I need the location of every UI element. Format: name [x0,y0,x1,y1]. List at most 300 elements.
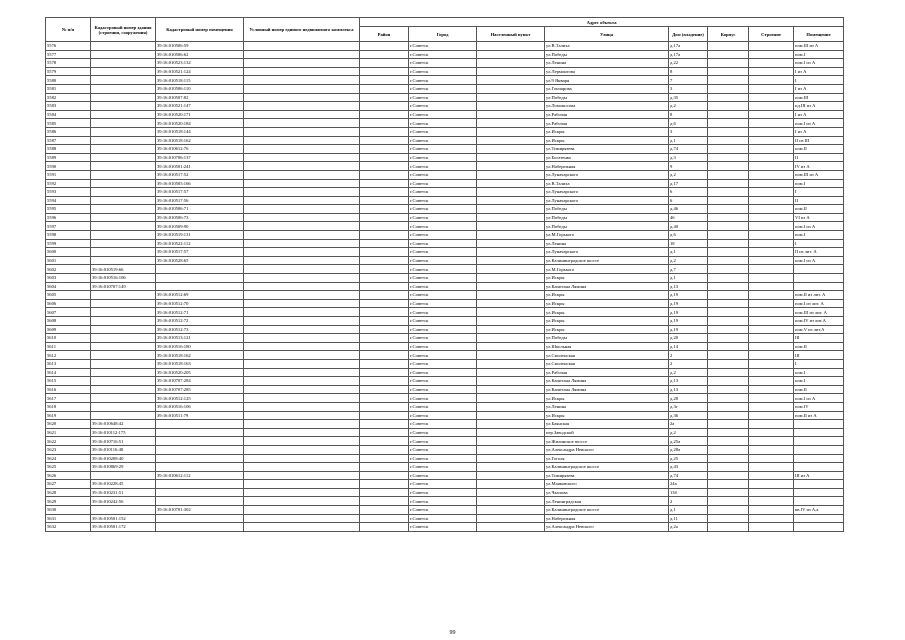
cell-locality [477,488,545,497]
cell-city: г.Советск [409,506,477,515]
cell-street: ул.Луначарского [545,196,669,205]
cell-locality [477,76,545,85]
table-row [46,213,844,222]
cell-conditional-number [244,145,360,154]
cell-district [360,342,409,351]
cell-row-number: 5577 [46,50,91,59]
cell-district [360,93,409,102]
cell-corpus [708,222,749,231]
cell-corpus [708,145,749,154]
cell-conditional-number [244,428,360,437]
cell-room: пом.I [794,368,844,377]
table-row [46,359,844,368]
cell-city: г.Советск [409,42,477,51]
cell-room: пом.I из А [794,394,844,403]
cell-street: ул.Рабочая [545,119,669,128]
cell-district [360,325,409,334]
cell-row-number: 5603 [46,274,91,283]
cell-row-number: 5594 [46,196,91,205]
cell-room: пом.II из лит. А [794,291,844,300]
cell-room: пом.IV из лит.А [794,317,844,326]
cell-building-cadastral: 39:16:010869:29 [91,463,156,472]
table-row [46,179,844,188]
table-row [46,488,844,497]
cell-premise-cadastral: 39:16:010518:115 [156,76,244,85]
header-conditional-number: Условный номер единого недвижимого комплекса [244,18,360,42]
cell-corpus [708,359,749,368]
table-row [46,351,844,360]
cell-premise-cadastral: 39:16:010512:73 [156,325,244,334]
cell-building-cadastral: 39:16:010112:175 [91,428,156,437]
cell-street: ул.Искры [545,127,669,136]
cell-room [794,265,844,274]
cell-room: I из А [794,127,844,136]
cell-building-cadastral [91,205,156,214]
header-locality: Населенный пункт [477,27,545,42]
table-row [46,342,844,351]
cell-district [360,102,409,111]
cell-row-number: 5592 [46,179,91,188]
cell-room [794,497,844,506]
cell-city: г.Советск [409,256,477,265]
cell-corpus [708,179,749,188]
cell-building-cadastral: 39:16:010501:172 [91,523,156,532]
cell-building [749,454,794,463]
cell-district [360,188,409,197]
cell-house: 3 [669,127,708,136]
cell-row-number: 5610 [46,334,91,343]
cell-room: IV из А [794,162,844,171]
cell-house: д.36 [669,411,708,420]
cell-building-cadastral: 39:16:010707:149 [91,282,156,291]
cell-corpus [708,497,749,506]
cell-house: 3 [669,84,708,93]
cell-city: г.Советск [409,342,477,351]
cell-locality [477,394,545,403]
table-row [46,385,844,394]
cell-building-cadastral [91,359,156,368]
cell-building-cadastral [91,188,156,197]
cell-premise-cadastral: 39:16:010512:71 [156,308,244,317]
cell-city: г.Советск [409,274,477,283]
cell-building [749,153,794,162]
cell-corpus [708,471,749,480]
cell-row-number: 5604 [46,282,91,291]
property-register-table [45,17,844,532]
cell-building-cadastral: 39:16:010716:51 [91,437,156,446]
table-row [46,420,844,429]
cell-district [360,179,409,188]
cell-room: пом.III из лит. А [794,308,844,317]
table-row [46,42,844,51]
cell-conditional-number [244,514,360,523]
cell-premise-cadastral [156,420,244,429]
cell-locality [477,265,545,274]
cell-building [749,514,794,523]
table-row [46,76,844,85]
cell-premise-cadastral: 39:16:010517:52 [156,170,244,179]
cell-row-number: 5583 [46,102,91,111]
cell-building [749,265,794,274]
cell-street: ул.Ломоносова [545,102,669,111]
header-premise-cadastral: Кадастровый номер помещения [156,18,244,42]
cell-building [749,445,794,454]
table-row [46,394,844,403]
cell-conditional-number [244,282,360,291]
cell-district [360,471,409,480]
cell-locality [477,480,545,489]
cell-conditional-number [244,153,360,162]
cell-conditional-number [244,445,360,454]
cell-district [360,59,409,68]
cell-city: г.Советск [409,308,477,317]
cell-district [360,162,409,171]
cell-locality [477,368,545,377]
cell-building [749,42,794,51]
cell-city: г.Советск [409,334,477,343]
cell-district [360,274,409,283]
cell-city: г.Советск [409,119,477,128]
cell-corpus [708,351,749,360]
cell-city: г.Советск [409,205,477,214]
table-row [46,162,844,171]
cell-district [360,445,409,454]
cell-row-number: 5616 [46,385,91,394]
cell-city: г.Советск [409,488,477,497]
cell-premise-cadastral: 39:16:010528:65 [156,256,244,265]
cell-row-number: 5627 [46,480,91,489]
cell-room: II из лит. А [794,248,844,257]
cell-corpus [708,437,749,446]
cell-house: д.40 [669,222,708,231]
cell-room: VI из А [794,213,844,222]
cell-building [749,402,794,411]
cell-locality [477,119,545,128]
cell-premise-cadastral [156,523,244,532]
cell-city: г.Советск [409,368,477,377]
cell-district [360,377,409,386]
cell-building [749,497,794,506]
cell-building-cadastral [91,248,156,257]
cell-corpus [708,445,749,454]
table-row [46,325,844,334]
cell-corpus [708,231,749,240]
cell-district [360,205,409,214]
cell-district [360,170,409,179]
cell-district [360,437,409,446]
cell-city: г.Советск [409,110,477,119]
cell-city: г.Советск [409,317,477,326]
cell-locality [477,428,545,437]
cell-building [749,222,794,231]
cell-building-cadastral [91,196,156,205]
cell-building-cadastral [91,59,156,68]
cell-building-cadastral [91,110,156,119]
cell-building [749,325,794,334]
cell-city: г.Советск [409,299,477,308]
table-row [46,231,844,240]
cell-conditional-number [244,256,360,265]
cell-row-number: 5601 [46,256,91,265]
cell-house: д.17а [669,50,708,59]
cell-street: ул.Калининградское шоссе [545,463,669,472]
cell-locality [477,248,545,257]
cell-locality [477,514,545,523]
cell-locality [477,385,545,394]
cell-city: г.Советск [409,222,477,231]
cell-row-number: 5605 [46,291,91,300]
cell-building-cadastral: 39:16:010242:56 [91,497,156,506]
cell-building [749,377,794,386]
cell-house: д.17 [669,179,708,188]
cell-building-cadastral [91,377,156,386]
cell-premise-cadastral [156,445,244,454]
cell-house: д.1 [669,506,708,515]
cell-premise-cadastral [156,463,244,472]
table-header [46,18,844,42]
cell-house: д.22 [669,59,708,68]
cell-row-number: 5628 [46,488,91,497]
cell-building [749,359,794,368]
cell-premise-cadastral: 39:16:010517:57 [156,248,244,257]
cell-conditional-number [244,231,360,240]
cell-corpus [708,84,749,93]
cell-building-cadastral: 39:16:010116:48 [91,445,156,454]
cell-corpus [708,119,749,128]
cell-house: 7 [669,76,708,85]
cell-premise-cadastral [156,274,244,283]
cell-premise-cadastral: 39:16:010506:71 [156,205,244,214]
cell-building-cadastral [91,231,156,240]
cell-corpus [708,342,749,351]
cell-house: д.6 [669,231,708,240]
cell-building-cadastral [91,119,156,128]
cell-row-number: 5622 [46,437,91,446]
cell-building-cadastral: 39:16:010208:40 [91,454,156,463]
table-row [46,239,844,248]
cell-conditional-number [244,334,360,343]
cell-conditional-number [244,342,360,351]
cell-locality [477,136,545,145]
cell-premise-cadastral: 39:16:010512:125 [156,394,244,403]
cell-street: ул.Гончарова [545,84,669,93]
cell-locality [477,84,545,93]
cell-city: г.Советск [409,239,477,248]
cell-corpus [708,420,749,429]
table-row [46,428,844,437]
cell-premise-cadastral: 39:16:010517:56 [156,196,244,205]
table-row [46,67,844,76]
cell-room [794,488,844,497]
cell-district [360,523,409,532]
cell-building-cadastral [91,239,156,248]
cell-row-number: 5623 [46,445,91,454]
cell-conditional-number [244,188,360,197]
cell-locality [477,523,545,532]
cell-corpus [708,454,749,463]
cell-building [749,196,794,205]
cell-city: г.Советск [409,523,477,532]
cell-street: ул.Богатенко [545,153,669,162]
header-street: Улица [545,27,669,42]
cell-street: ул.Капитана Лямина [545,282,669,291]
cell-locality [477,188,545,197]
cell-row-number: 5624 [46,454,91,463]
cell-conditional-number [244,119,360,128]
cell-room: I из А [794,84,844,93]
table-row [46,188,844,197]
cell-district [360,110,409,119]
cell-house: д.3 [669,153,708,162]
cell-locality [477,205,545,214]
cell-conditional-number [244,102,360,111]
cell-room: пом.V из лит.А [794,325,844,334]
cell-room: пом.I из А [794,119,844,128]
cell-row-number: 5629 [46,497,91,506]
cell-corpus [708,377,749,386]
cell-city: г.Советск [409,325,477,334]
cell-street: ул.Искры [545,411,669,420]
cell-corpus [708,463,749,472]
cell-conditional-number [244,523,360,532]
cell-locality [477,145,545,154]
cell-corpus [708,42,749,51]
table-row [46,437,844,446]
header-building-cadastral: Кадастровый номер здания (строения, сооружения) [91,18,156,42]
cell-house: д.11 [669,514,708,523]
cell-building-cadastral [91,179,156,188]
cell-row-number: 5576 [46,42,91,51]
cell-corpus [708,265,749,274]
cell-conditional-number [244,136,360,145]
cell-city: г.Советск [409,385,477,394]
cell-building-cadastral [91,76,156,85]
cell-building [749,136,794,145]
cell-city: г.Советск [409,162,477,171]
cell-corpus [708,308,749,317]
cell-district [360,351,409,360]
cell-district [360,196,409,205]
cell-locality [477,256,545,265]
cell-room: пом.IV [794,402,844,411]
cell-city: г.Советск [409,359,477,368]
table-row [46,463,844,472]
cell-building-cadastral [91,93,156,102]
cell-building [749,145,794,154]
header-city: Город [409,27,477,42]
table-row [46,523,844,532]
table-row [46,274,844,283]
cell-premise-cadastral: 39:16:010506:73 [156,213,244,222]
cell-street: ул.Искры [545,299,669,308]
cell-building-cadastral [91,394,156,403]
cell-conditional-number [244,325,360,334]
cell-street: ул.Луначарского [545,248,669,257]
cell-district [360,153,409,162]
cell-premise-cadastral: 39:16:010506:110 [156,84,244,93]
cell-building [749,205,794,214]
table-row [46,506,844,515]
table-row [46,299,844,308]
cell-street: ул.Искры [545,291,669,300]
cell-premise-cadastral: 39:16:010521:124 [156,67,244,76]
cell-row-number: 5609 [46,325,91,334]
table-row [46,454,844,463]
cell-room: пом.II [794,205,844,214]
cell-locality [477,67,545,76]
cell-house: д.7 [669,265,708,274]
cell-row-number: 5581 [46,84,91,93]
cell-street: ул.Гоголя [545,454,669,463]
cell-conditional-number [244,308,360,317]
cell-city: г.Советск [409,188,477,197]
cell-building-cadastral [91,299,156,308]
cell-building-cadastral [91,222,156,231]
table-row [46,514,844,523]
cell-row-number: 5587 [46,136,91,145]
cell-row-number: 5618 [46,402,91,411]
cell-street: ул.Александра Невского [545,523,669,532]
cell-district [360,514,409,523]
cell-building [749,291,794,300]
cell-conditional-number [244,162,360,171]
cell-row-number: 5613 [46,359,91,368]
cell-locality [477,291,545,300]
cell-conditional-number [244,265,360,274]
cell-locality [477,102,545,111]
cell-city: г.Советск [409,420,477,429]
cell-corpus [708,239,749,248]
register-sheet [45,17,843,532]
cell-building [749,368,794,377]
cell-corpus [708,196,749,205]
cell-row-number: 5632 [46,523,91,532]
cell-room: III [794,351,844,360]
cell-building [749,471,794,480]
cell-house: 46 [669,213,708,222]
cell-district [360,50,409,59]
cell-house: 2 [669,351,708,360]
cell-row-number: 5617 [46,394,91,403]
cell-corpus [708,76,749,85]
cell-row-number: 5582 [46,93,91,102]
cell-locality [477,402,545,411]
table-row [46,205,844,214]
cell-locality [477,282,545,291]
cell-room [794,437,844,446]
cell-row-number: 5608 [46,317,91,326]
cell-locality [477,222,545,231]
cell-building [749,523,794,532]
table-row [46,170,844,179]
cell-conditional-number [244,463,360,472]
cell-conditional-number [244,248,360,257]
table-row [46,497,844,506]
table-row [46,402,844,411]
cell-building [749,274,794,283]
cell-row-number: 5599 [46,239,91,248]
cell-premise-cadastral: 39:16:010701:302 [156,506,244,515]
cell-premise-cadastral: 39:16:010707:284 [156,377,244,386]
cell-premise-cadastral: 39:16:010516:180 [156,342,244,351]
cell-building-cadastral [91,127,156,136]
cell-district [360,463,409,472]
cell-corpus [708,291,749,300]
cell-conditional-number [244,454,360,463]
cell-room [794,420,844,429]
cell-corpus [708,368,749,377]
cell-street: ул.Искры [545,317,669,326]
